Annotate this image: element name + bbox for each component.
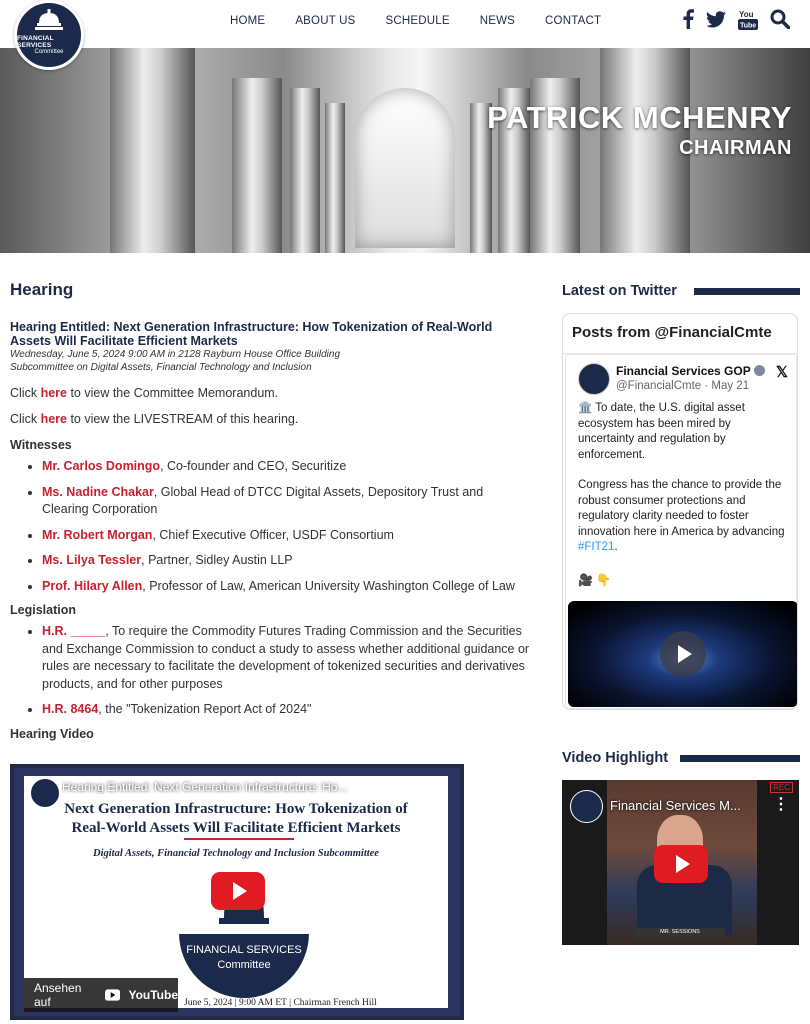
hero-name: PATRICK MCHENRY	[487, 100, 792, 135]
livestream-prefix: Click	[10, 412, 41, 426]
witness-item	[42, 527, 530, 545]
more-options-icon[interactable]: ⋮	[773, 796, 789, 813]
youtube-play-button[interactable]	[211, 872, 265, 910]
twitter-embed	[562, 313, 798, 710]
witness-link[interactable]: Ms. Lilya Tessler	[42, 553, 142, 567]
facebook-icon[interactable]	[682, 9, 694, 34]
rec-indicator: REC	[770, 782, 793, 793]
tweet-video[interactable]	[568, 601, 798, 707]
witness-desc: , Co-founder and CEO, Securitize	[160, 459, 347, 473]
hashtag-link[interactable]: #FIT21	[578, 541, 615, 553]
slide-title-line2: Real-World Assets Will Facilitate Efficient Markets	[71, 820, 401, 836]
legislation-heading: Legislation	[10, 603, 76, 617]
witness-item	[42, 552, 530, 570]
memo-paragraph	[10, 386, 530, 400]
tweet-author-name: Financial Services GOP	[616, 364, 751, 378]
memo-prefix: Click	[10, 386, 41, 400]
hero-column	[290, 88, 320, 253]
speaker-nameplate: MR. SESSIONS	[635, 928, 725, 937]
hero-column	[110, 48, 195, 253]
tweet-para2-end: .	[614, 541, 618, 553]
video-highlight-overlay-title[interactable]: Financial Services M...	[610, 798, 741, 813]
section-title: Hearing	[10, 280, 74, 299]
twitter-section-title: Latest on Twitter	[562, 283, 677, 299]
bill-desc: , the "Tokenization Report Act of 2024"	[98, 702, 312, 716]
witnesses-heading: Witnesses	[10, 438, 72, 452]
slide-subcommittee: Digital Assets, Financial Technology and Inclusion Subcommittee	[93, 848, 379, 859]
witness-link[interactable]: Mr. Carlos Domingo	[42, 459, 161, 473]
hero-column	[600, 48, 690, 253]
hearing-video-player[interactable]	[10, 764, 464, 1020]
hearing-title: Hearing Entitled: Next Generation Infrastructure: How Tokenization of Real-World Assets Will Facilitate Efficient Markets	[10, 320, 493, 348]
legislation-item	[42, 701, 530, 719]
bill-desc: , To require the Commodity Futures Trading Commission and the Securities and Exchange Commission to conduct a study to assess whether additional guidance or rules are necessary to facilitate the development of tokenized securities and derivatives products, and for other purposes	[42, 624, 530, 691]
main-nav	[230, 0, 631, 42]
search-icon[interactable]	[770, 9, 790, 34]
witness-item	[42, 484, 530, 519]
witness-desc: , Professor of Law, American University Washington College of Law	[142, 578, 515, 593]
slide-title-line1: Next Generation Infrastructure: How Tokenization of	[64, 801, 408, 817]
tweet-emoji: 🎥 👇	[578, 573, 612, 587]
hearing-content	[10, 280, 530, 741]
channel-avatar[interactable]	[30, 778, 60, 808]
legislation-list	[42, 623, 530, 719]
x-logo-icon[interactable]: 𝕏	[775, 364, 788, 381]
tweet-handle[interactable]: @FinancialCmte · May 21	[616, 380, 750, 392]
channel-avatar[interactable]	[570, 790, 603, 823]
witness-item	[42, 458, 530, 476]
bill-link[interactable]: H.R. _____	[42, 624, 106, 638]
top-navigation-bar	[0, 0, 810, 48]
nav-news[interactable]: NEWS	[479, 15, 516, 27]
committee-logo[interactable]	[14, 0, 84, 70]
nav-contact[interactable]: CONTACT	[545, 15, 602, 27]
corridor-arch	[355, 88, 455, 248]
share-icon	[421, 780, 439, 794]
youtube-icon[interactable]	[738, 8, 758, 35]
title-bar	[680, 755, 800, 762]
tweet-author[interactable]	[616, 364, 765, 378]
twitter-icon[interactable]	[706, 11, 726, 33]
hero-banner	[0, 48, 810, 253]
witness-item	[42, 578, 530, 596]
nav-home[interactable]: HOME	[230, 15, 266, 27]
share-button[interactable]	[418, 780, 442, 806]
witness-list	[42, 458, 530, 595]
witness-link[interactable]: Mr. Robert Morgan	[42, 527, 153, 542]
legislation-item	[42, 623, 530, 693]
witness-desc: , Partner, Sidley Austin LLP	[141, 553, 293, 567]
play-icon[interactable]	[660, 631, 706, 677]
nav-about-us[interactable]: ABOUT US	[295, 15, 356, 27]
tweet-text	[578, 401, 788, 556]
hearing-datetime: Wednesday, June 5, 2024 9:00 AM in 2128 Rayburn House Office Building	[10, 349, 341, 360]
memo-suffix: to view the Committee Memorandum.	[66, 386, 279, 400]
hearing-video-heading: Hearing Video	[10, 726, 94, 741]
memo-link[interactable]: here	[40, 386, 67, 400]
youtube-label: YouTube	[128, 988, 178, 1002]
logo-line1: FINANCIAL SERVICES	[17, 35, 54, 49]
social-links	[682, 8, 790, 35]
tweet-para2-text: Congress has the chance to provide the robust consumer protections and regulatory clarity needed to foster innovation here in America by advancing	[578, 479, 785, 538]
youtube-logo-icon	[105, 989, 120, 1001]
twitter-embed-header[interactable]: Posts from @FinancialCmte	[563, 314, 797, 354]
youtube-play-button[interactable]	[654, 845, 708, 883]
tweet-avatar[interactable]	[578, 363, 610, 395]
witness-link[interactable]: Ms. Nadine Chakar	[42, 484, 154, 499]
seal-line1: FINANCIAL SERVICES	[186, 944, 302, 956]
bill-link[interactable]: H.R. 8464	[42, 702, 99, 716]
verified-badge-icon	[754, 365, 765, 376]
slide-divider	[184, 838, 294, 840]
title-bar	[694, 288, 800, 295]
svg-text:You: You	[739, 10, 754, 19]
svg-text:Tube: Tube	[740, 22, 757, 30]
video-overlay-title[interactable]: Hearing Entitled: Next Generation Infrastructure: Ho...	[62, 780, 348, 794]
video-highlight-player[interactable]	[562, 780, 799, 945]
hero-column	[232, 78, 282, 253]
livestream-paragraph	[10, 412, 530, 426]
watch-on-youtube-button[interactable]	[24, 978, 178, 1012]
hero-column	[325, 103, 345, 253]
witness-link[interactable]: Prof. Hilary Allen	[42, 578, 143, 593]
tweet-para1: 🏛️ To date, the U.S. digital asset ecosystem has been mired by uncertainty and regulation by enforcement.	[578, 402, 745, 461]
livestream-link[interactable]: here	[40, 412, 67, 426]
tweet-para2	[578, 478, 788, 556]
logo-line2: Committee	[34, 49, 64, 55]
share-label: Teilen	[418, 796, 442, 806]
seal-line2: Committee	[217, 959, 271, 971]
watch-on-label: Ansehen auf	[34, 981, 82, 1009]
tweet-card[interactable]	[565, 354, 797, 709]
witness-desc: , Global Head of DTCC Digital Assets, Depository Trust and Clearing Corporation	[42, 484, 484, 516]
hearing-subcommittee: Subcommittee on Digital Assets, Financial Technology and Inclusion	[10, 362, 312, 373]
livestream-suffix: to view the LIVESTREAM of this hearing.	[66, 412, 299, 426]
video-highlight-title: Video Highlight	[562, 750, 669, 766]
capitol-dome-icon	[34, 9, 64, 31]
slide-date: June 5, 2024 | 9:00 AM ET | Chairman French Hill	[184, 998, 377, 1008]
nav-schedule[interactable]: SCHEDULE	[385, 15, 450, 27]
witness-desc: , Chief Executive Officer, USDF Consortium	[152, 527, 394, 542]
hero-role: CHAIRMAN	[679, 137, 792, 159]
